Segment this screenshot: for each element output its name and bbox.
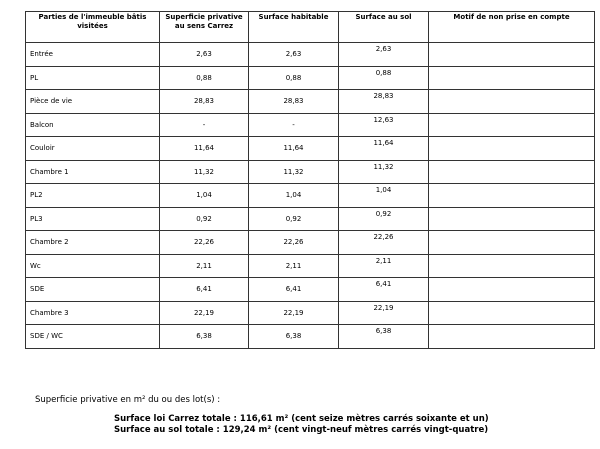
- cell-sol: 6,38: [339, 325, 429, 349]
- cell-partie: Entrée: [26, 43, 160, 67]
- cell-partie: PL3: [26, 207, 160, 231]
- cell-carrez: 0,92: [160, 207, 249, 231]
- cell-partie: Balcon: [26, 113, 160, 137]
- cell-carrez: 11,64: [160, 137, 249, 161]
- cell-motif: [429, 231, 595, 255]
- cell-habitable: 22,19: [249, 301, 339, 325]
- carrez-total: Surface loi Carrez totale : 116,61 m² (cent seize mètres carrés soixante et un): [114, 414, 489, 424]
- cell-partie: Chambre 3: [26, 301, 160, 325]
- header-sol: Surface au sol: [339, 12, 429, 43]
- cell-partie: PL: [26, 66, 160, 90]
- cell-motif: [429, 254, 595, 278]
- cell-sol: 0,88: [339, 66, 429, 90]
- cell-habitable: 11,64: [249, 137, 339, 161]
- summary-label: Superficie privative en m² du ou des lot(s) :: [35, 395, 221, 405]
- cell-motif: [429, 137, 595, 161]
- table-row: [26, 278, 595, 302]
- cell-carrez: 28,83: [160, 90, 249, 114]
- cell-sol: 11,32: [339, 160, 429, 184]
- table-row: [26, 137, 595, 161]
- table-row: [26, 113, 595, 137]
- header-motif: Motif de non prise en compte: [429, 12, 595, 43]
- cell-carrez: 1,04: [160, 184, 249, 208]
- cell-carrez: 6,38: [160, 325, 249, 349]
- table-row: [26, 66, 595, 90]
- table-row: [26, 43, 595, 67]
- cell-habitable: 2,63: [249, 43, 339, 67]
- cell-carrez: 2,63: [160, 43, 249, 67]
- cell-sol: 1,04: [339, 184, 429, 208]
- cell-sol: 22,19: [339, 301, 429, 325]
- cell-motif: [429, 207, 595, 231]
- cell-motif: [429, 301, 595, 325]
- header-parties: Parties de l'immeuble bâtis visitées: [26, 12, 160, 43]
- cell-carrez: 22,19: [160, 301, 249, 325]
- cell-partie: Wc: [26, 254, 160, 278]
- cell-partie: SDE / WC: [26, 325, 160, 349]
- cell-partie: PL2: [26, 184, 160, 208]
- cell-habitable: 0,88: [249, 66, 339, 90]
- sol-total: Surface au sol totale : 129,24 m² (cent vingt-neuf mètres carrés vingt-quatre): [114, 425, 489, 435]
- cell-partie: Couloir: [26, 137, 160, 161]
- cell-motif: [429, 43, 595, 67]
- cell-sol: 2,11: [339, 254, 429, 278]
- cell-habitable: 28,83: [249, 90, 339, 114]
- header-carrez: Superficie privative au sens Carrez: [160, 12, 249, 43]
- cell-motif: [429, 66, 595, 90]
- cell-motif: [429, 90, 595, 114]
- cell-sol: 12,63: [339, 113, 429, 137]
- cell-habitable: 2,11: [249, 254, 339, 278]
- table-row: [26, 301, 595, 325]
- cell-habitable: -: [249, 113, 339, 137]
- cell-sol: 11,64: [339, 137, 429, 161]
- cell-carrez: -: [160, 113, 249, 137]
- cell-carrez: 2,11: [160, 254, 249, 278]
- table-row: [26, 254, 595, 278]
- cell-carrez: 0,88: [160, 66, 249, 90]
- table-header-row: [26, 12, 595, 43]
- table-row: [26, 90, 595, 114]
- cell-motif: [429, 113, 595, 137]
- cell-habitable: 6,38: [249, 325, 339, 349]
- cell-habitable: 22,26: [249, 231, 339, 255]
- cell-habitable: 6,41: [249, 278, 339, 302]
- cell-partie: Pièce de vie: [26, 90, 160, 114]
- cell-carrez: 6,41: [160, 278, 249, 302]
- table-row: [26, 184, 595, 208]
- cell-sol: 2,63: [339, 43, 429, 67]
- table-row: [26, 160, 595, 184]
- cell-partie: SDE: [26, 278, 160, 302]
- cell-partie: Chambre 1: [26, 160, 160, 184]
- cell-carrez: 22,26: [160, 231, 249, 255]
- table-row: [26, 325, 595, 349]
- table-row: [26, 207, 595, 231]
- cell-partie: Chambre 2: [26, 231, 160, 255]
- cell-habitable: 0,92: [249, 207, 339, 231]
- cell-sol: 0,92: [339, 207, 429, 231]
- cell-sol: 28,83: [339, 90, 429, 114]
- cell-motif: [429, 325, 595, 349]
- cell-carrez: 11,32: [160, 160, 249, 184]
- header-habitable: Surface habitable: [249, 12, 339, 43]
- cell-sol: 22,26: [339, 231, 429, 255]
- cell-motif: [429, 278, 595, 302]
- cell-motif: [429, 160, 595, 184]
- cell-sol: 6,41: [339, 278, 429, 302]
- cell-habitable: 11,32: [249, 160, 339, 184]
- cell-motif: [429, 184, 595, 208]
- cell-habitable: 1,04: [249, 184, 339, 208]
- table-row: [26, 231, 595, 255]
- surfaces-table: [25, 11, 595, 349]
